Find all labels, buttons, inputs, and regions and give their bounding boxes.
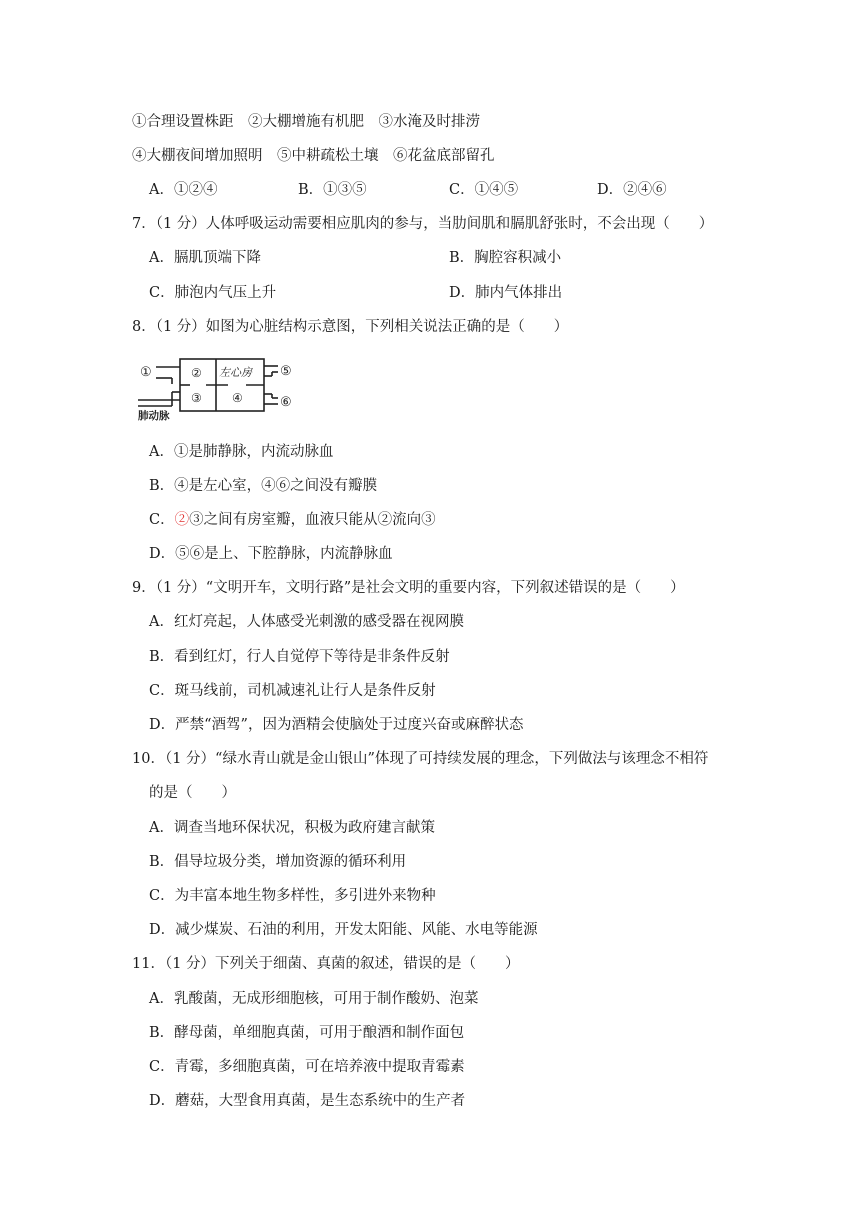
q8-option-c[interactable]	[149, 510, 436, 530]
q7-option-d[interactable]: D．肺内气体排出	[449, 285, 563, 301]
diagram-label-1: ①	[140, 365, 152, 380]
q7-option-c[interactable]: C．肺泡内气压上升	[149, 285, 277, 301]
q11-option-b[interactable]: B．酵母菌，单细胞真菌，可用于酿酒和制作面包	[149, 1025, 465, 1041]
q6-option-c[interactable]: C．①④⑤	[449, 182, 519, 198]
q9-option-a[interactable]: A．红灯亮起，人体感受光刺激的感受器在视网膜	[149, 614, 464, 630]
q7-stem: 7．（1 分）人体呼吸运动需要相应肌肉的参与，当肋间肌和膈肌舒张时，不会出现（ ）	[132, 216, 714, 232]
q11-option-c[interactable]: C．青霉，多细胞真菌，可在培养液中提取青霉素	[149, 1059, 465, 1075]
q11-option-d[interactable]: D．蘑菇，大型食用真菌，是生态系统中的生产者	[149, 1093, 466, 1109]
q11-option-a[interactable]: A．乳酸菌，无成形细胞核，可用于制作酸奶、泡菜	[149, 991, 479, 1007]
q8-option-c-red-mark: ②	[174, 512, 190, 528]
q9-option-b[interactable]: B．看到红灯，行人自觉停下等待是非条件反射	[149, 649, 450, 665]
diagram-label-6: ⑥	[280, 395, 292, 410]
diagram-label-3: ③	[191, 391, 202, 405]
heart-structure-diagram	[138, 356, 308, 422]
q9-stem: 9．（1 分）“文明开车，文明行路”是社会文明的重要内容，下列叙述错误的是（ ）	[132, 580, 685, 596]
q6-statements-line-2: ④大棚夜间增加照明 ⑤中耕疏松土壤 ⑥花盆底部留孔	[132, 148, 495, 164]
q8-stem: 8．（1 分）如图为心脏结构示意图，下列相关说法正确的是（ ）	[132, 319, 569, 335]
q8-option-b[interactable]: B．④是左心室，④⑥之间没有瓣膜	[149, 478, 378, 494]
q10-stem-line-1: 10．（1 分）“绿水青山就是金山银山”体现了可持续发展的理念，下列做法与该理念不相符	[132, 751, 709, 767]
q8-option-c-text: ③之间有房室瓣，血液只能从②流向③	[189, 512, 436, 528]
diagram-label-5: ⑤	[280, 364, 292, 379]
q6-statements-line-1: ①合理设置株距 ②大棚增施有机肥 ③水淹及时排涝	[132, 114, 480, 130]
q6-option-d[interactable]: D．②④⑥	[597, 182, 667, 198]
q9-option-c[interactable]: C．斑马线前，司机减速礼让行人是条件反射	[149, 683, 436, 699]
q8-option-c-letter: C．	[149, 512, 175, 528]
q10-option-c[interactable]: C．为丰富本地生物多样性，多引进外来物种	[149, 888, 436, 904]
q7-option-b[interactable]: B．胸腔容积减小	[449, 250, 562, 266]
q10-option-a[interactable]: A．调查当地环保状况，积极为政府建言献策	[149, 820, 435, 836]
q8-option-a[interactable]: A．①是肺静脉，内流动脉血	[149, 444, 334, 460]
diagram-label-4: ④	[232, 391, 243, 405]
diagram-label-2: ②	[191, 366, 202, 380]
diagram-label-left-atrium: 左心房	[219, 366, 252, 379]
diagram-label-pulmonary-artery: 肺动脉	[138, 410, 170, 422]
q11-stem: 11．（1 分）下列关于细菌、真菌的叙述，错误的是（ ）	[132, 956, 520, 972]
q10-stem-line-2: 的是（ ）	[149, 785, 236, 801]
q8-option-d[interactable]: D．⑤⑥是上、下腔静脉，内流静脉血	[149, 546, 393, 562]
q9-option-d[interactable]: D．严禁“酒驾”，因为酒精会使脑处于过度兴奋或麻醉状态	[149, 717, 524, 733]
q10-option-d[interactable]: D．减少煤炭、石油的利用，开发太阳能、风能、水电等能源	[149, 922, 538, 938]
q10-option-b[interactable]: B．倡导垃圾分类，增加资源的循环利用	[149, 854, 407, 870]
q6-option-b[interactable]: B．①③⑤	[298, 182, 367, 198]
q6-option-a[interactable]: A．①②④	[149, 182, 218, 198]
q7-option-a[interactable]: A．膈肌顶端下降	[149, 250, 261, 266]
